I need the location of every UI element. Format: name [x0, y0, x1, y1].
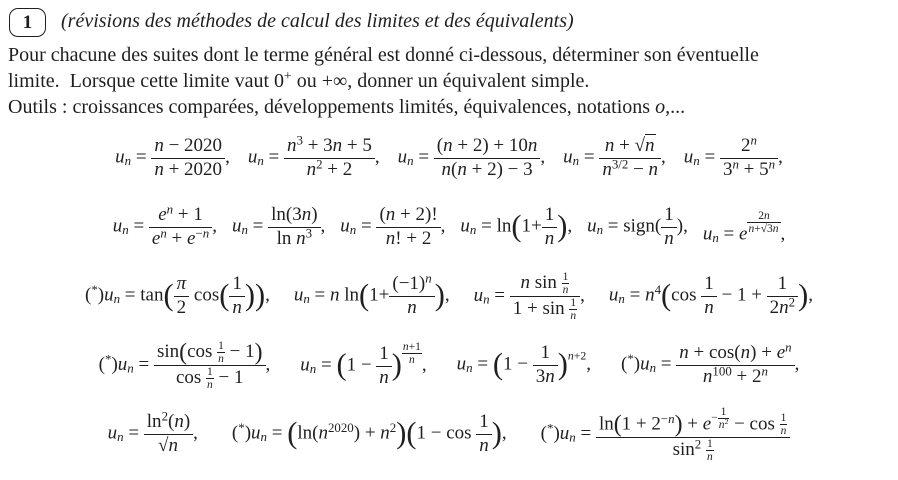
- formula: $(^*)u_n$ = $\frac{n + \cos(n) + e^n}{n^{100} + 2^n}$ ,: [620, 339, 800, 387]
- instructions-line-1: Pour chacune des suites dont le terme général est donné ci-dessous, déterminer son éventuelle: [8, 44, 759, 66]
- formula-area: [8, 124, 890, 469]
- formula: $(^*)u_n$ = sin(cos $\frac{1}{n}$ − 1) cos $\frac{1}{n}$ − 1 ,: [98, 339, 271, 392]
- formula: $u_n = e$ $^{\frac{2n}{n+√3n}}$ ,: [702, 209, 786, 245]
- exercise-number: 1: [22, 11, 33, 33]
- exercise-subtitle: (révisions des méthodes de calcul des limites et des équivalents): [61, 10, 574, 32]
- formula-row-3: [8, 262, 890, 331]
- instructions-line-3: Outils : croissances comparées, développements limités, équivalences, notations o,...: [8, 96, 686, 118]
- formula: $u_n$ = $\frac{\ln^2(n)}{√n}$ ,: [107, 408, 198, 456]
- formula: $u_n = (1$ − $\frac{1}{n}$ ) $^{\frac{n+1}{n}}$ ,: [300, 341, 427, 388]
- formula: $u_n$ = sign( $\frac{1}{n}$ ),: [587, 204, 688, 249]
- instructions-line-2: limite. Lorsque cette limite vaut 0+ ou +∞, donner un équivalent simple.: [8, 68, 590, 92]
- formula: $(^*)u_n = (\ln(n^{2020}) + n^2)(1 - \cos$ $\frac{1}{n}$ ),: [231, 411, 507, 456]
- exercise-number-box: [9, 8, 46, 37]
- formula-row-1: [8, 124, 890, 193]
- formula: $u_n = \ln(1+$ $\frac{1}{n}$ ),: [460, 204, 573, 249]
- formula: $(^*)u_n = \tan$( $\frac{\pi}{2}$ cos( $\frac{1}{n}$ )),: [84, 273, 270, 318]
- formula: $u_n$ = $\frac{\ln(3n)}{\ln n^3}$ ,: [231, 204, 326, 249]
- formula: $u_n = n$ ln(1+ $\frac{(-1)^n}{n}$ ),: [293, 270, 450, 318]
- formula: $(^*)u_n$ = $\ln(1 + 2^{-n}) + e^{- \frac{1}{n^2}}$ − cos $\frac{1}{n}$ $\sin^2$ $\frac{1}{n}$: [541, 406, 791, 464]
- formula: $u_n = n^4(\cos$ $\frac{1}{n}$ − 1 + $\frac{1}{2n^2}$ ),: [608, 273, 813, 318]
- formula: $u_n$ = $\frac{2^n}{3^n + 5^n}$ ,: [683, 132, 783, 180]
- formula-row-5: [8, 400, 890, 469]
- formula-row-2: [8, 193, 890, 262]
- formula: $u_n$ = $\frac{n + √n}{n^{3/2} - n}$ ,: [563, 135, 666, 180]
- instructions: [8, 42, 890, 120]
- formula-row-4: [8, 331, 890, 400]
- formula: $u_n$ = $\frac{(n + 2)!}{n! + 2}$ ,: [340, 204, 446, 249]
- formula: $u_n$ = $\frac{(n + 2) + 10n}{n(n + 2) - 3}$ ,: [397, 135, 546, 180]
- formula: $u_n$ = $\frac{n^3 + 3n + 5}{n^2 + 2}$ ,: [247, 132, 380, 180]
- formula: $u_n = (1$ − $\frac{1}{3n}$ )$^{n+2}$,: [456, 342, 591, 387]
- formula: $u_n$ = $\frac{e^n + 1}{e^n + e^{-n}}$ ,: [112, 201, 217, 249]
- exercise-header: [9, 8, 890, 37]
- formula: $u_n$ = n sin $\frac{1}{n}$ 1 + sin $\frac{1}{n}$ ,: [473, 270, 585, 323]
- formula: $u_n$ = $\frac{n - 2020}{n + 2020}$ ,: [115, 135, 230, 180]
